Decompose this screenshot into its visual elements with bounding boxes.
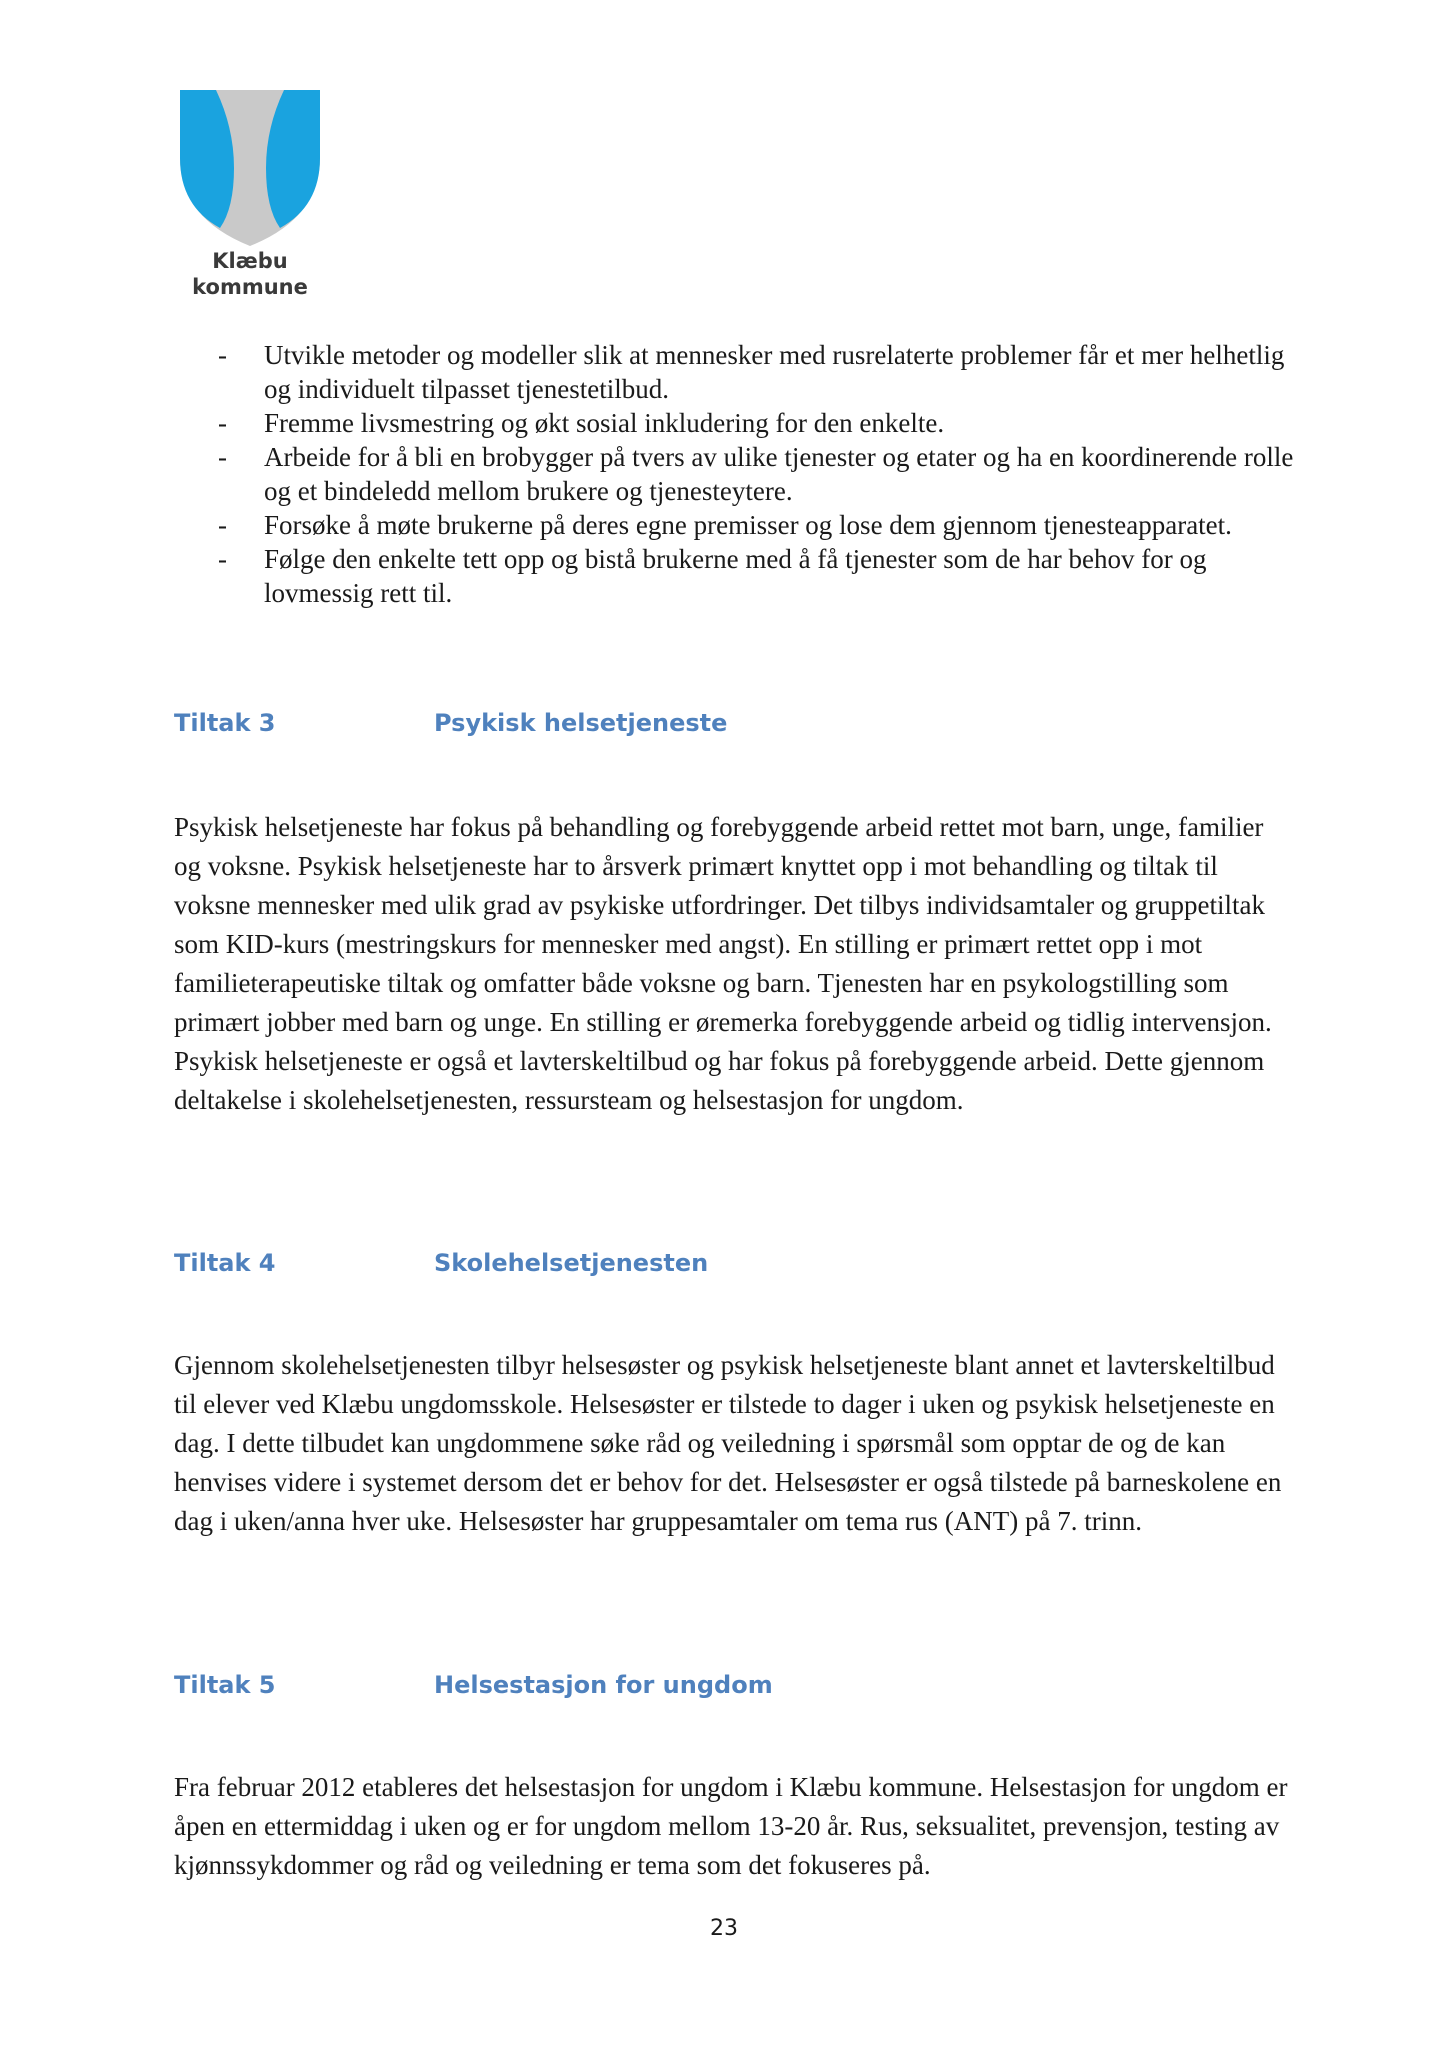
goal-list: [174, 338, 1294, 610]
logo-line-1: Klæbu: [212, 249, 288, 273]
list-item-text: Arbeide for å bli en brobygger på tvers av ulike tjenester og etater og ha en koordinerende rolle og et bindeledd mellom brukere og tjenesteytere.: [264, 442, 1294, 506]
list-item: [174, 542, 1294, 610]
list-item-text: Utvikle metoder og modeller slik at mennesker med rusrelaterte problemer får et mer helhetlig og individuelt tilpasset tjenestetilbud.: [264, 340, 1285, 404]
list-dash: -: [218, 408, 227, 438]
list-dash: -: [218, 340, 227, 370]
coat-of-arms-icon: [176, 88, 324, 248]
list-dash: -: [218, 510, 227, 540]
list-item-text: Fremme livsmestring og økt sosial inkludering for den enkelte.: [264, 408, 945, 438]
list-item: [174, 440, 1294, 508]
section-body-tiltak-4: Gjennom skolehelsetjenesten tilbyr helsesøster og psykisk helsetjeneste blant annet et lavterskeltilbud til elever ved Klæbu ungdomsskole. Helsesøster er tilstede to dager i uken og psykisk helsetjeneste en dag. I dette tilbudet kan ungdommene søke råd og veiledning i spørsmål som opptar de og de kan henvises videre i systemet dersom det er behov for det. Helsesøster er også tilstede på barneskolene en dag i uken/anna hver uke. Helsesøster har gruppesamtaler om tema rus (ANT) på 7. trinn.: [174, 1350, 1282, 1536]
logo-line-2: kommune: [192, 275, 308, 299]
kommune-logo: [176, 88, 324, 304]
list-dash: -: [218, 544, 227, 574]
section-title: Helsestasjon for ungdom: [434, 1671, 773, 1699]
section-title: Psykisk helsetjeneste: [434, 709, 728, 737]
list-dash: -: [218, 442, 227, 472]
page-number: 23: [710, 1916, 738, 1941]
section-body-tiltak-5: Fra februar 2012 etableres det helsestasjon for ungdom i Klæbu kommune. Helsestasjon for ungdom er åpen en ettermiddag i uken og er for ungdom mellom 13-20 år. Rus, seksualitet, prevensjon, testing av kjønnssykdommer og råd og veiledning er tema som det fokuseres på.: [174, 1772, 1288, 1880]
section-number: Tiltak 5: [174, 1671, 276, 1699]
list-item-text: Følge den enkelte tett opp og bistå brukerne med å få tjenester som de har behov for og lovmessig rett til.: [264, 544, 1207, 608]
section-number: Tiltak 3: [174, 709, 276, 737]
list-item-text: Forsøke å møte brukerne på deres egne premisser og lose dem gjennom tjenesteapparatet.: [264, 510, 1232, 540]
list-item: [174, 406, 1294, 440]
section-title: Skolehelsetjenesten: [434, 1249, 709, 1277]
section-number: Tiltak 4: [174, 1249, 276, 1277]
list-item: [174, 338, 1294, 406]
list-item: [174, 508, 1294, 542]
section-body-tiltak-3: Psykisk helsetjeneste har fokus på behandling og forebyggende arbeid rettet mot barn, unge, familier og voksne. Psykisk helsetjeneste har to årsverk primært knyttet opp i mot behandling og tiltak til voksne mennesker med ulik grad av psykiske utfordringer. Det tilbys individsamtaler og gruppetiltak som KID-kurs (mestringskurs for mennesker med angst). En stilling er primært rettet opp i mot familieterapeutiske tiltak og omfatter både voksne og barn. Tjenesten har en psykologstilling som primært jobber med barn og unge. En stilling er øremerka forebyggende arbeid og tidlig intervensjon. Psykisk helsetjeneste er også et lavterskeltilbud og har fokus på forebyggende arbeid. Dette gjennom deltakelse i skolehelsetjenesten, ressursteam og helsestasjon for ungdom.: [174, 812, 1272, 1115]
